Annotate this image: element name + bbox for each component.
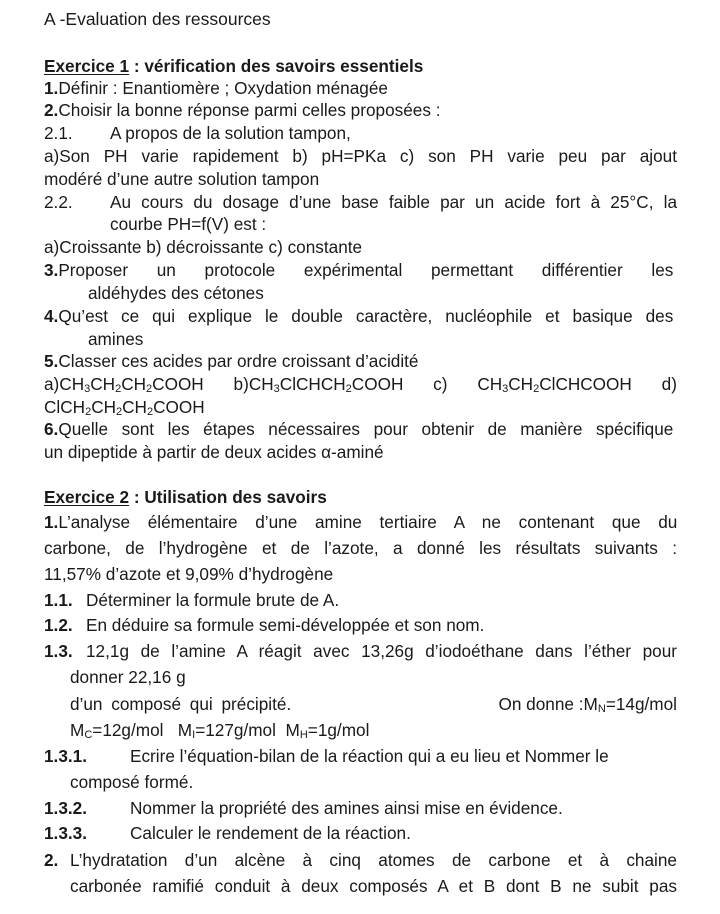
ex1-q3-line2: aldéhydes des cétones: [88, 283, 264, 303]
ex1-q4-line2: amines: [88, 329, 144, 349]
ex1-q5-acids-line1: [44, 373, 677, 395]
ex2-q2-line2: carbonée ramifié conduit à deux composés A et B dont B ne subit pas: [70, 876, 677, 896]
ex2-question-1-3-2: [44, 797, 563, 819]
question-text: Quelle sont les étapes nécessaires pour obtenir de manière spécifique: [58, 419, 674, 439]
question-text: Ecrire l’équation-bilan de la réaction qui a eu lieu et Nommer le: [130, 746, 609, 766]
ex2-question-1-3: [44, 640, 677, 662]
ex1-question-1: [44, 77, 388, 99]
ex1-question-2-2: [44, 191, 677, 213]
ex1-q2-2-options: a)Croissante b) décroissante c) constante: [44, 237, 363, 257]
ex1-question-5: [44, 350, 418, 372]
question-number: 2.: [44, 100, 59, 120]
molar-mass-i: $M_I=127g$/mol: [177, 720, 276, 741]
molar-mass-h: $M_H=1g$/mol: [285, 720, 370, 741]
ex1-q2-1-options-line1: a)Son PH varie rapidement b) pH=PKa c) son PH varie peu par ajout: [44, 146, 677, 166]
question-number: 2.1.: [44, 123, 73, 143]
question-number: 4.: [44, 306, 59, 326]
exercise1-heading-label: Exercice 1: [44, 56, 130, 76]
question-text: A propos de la solution tampon,: [110, 123, 351, 143]
question-text: L’analyse élémentaire d’une amine tertiaire A ne contenant que du: [58, 512, 678, 532]
question-text: Nommer la propriété des amines ainsi mise en évidence.: [130, 798, 563, 818]
question-text: Classer ces acides par ordre croissant d’acidité: [58, 351, 419, 371]
acid-d-label: d): [661, 374, 677, 394]
ex2-question-1: [44, 511, 677, 533]
question-text: d’un composé qui précipité.: [70, 694, 292, 714]
question-number: 1.3.3.: [44, 823, 88, 843]
ex1-question-4: [44, 305, 673, 327]
ex2-question-1-3-1: [44, 745, 609, 767]
ex1-q2-2-text-line2: courbe PH=f(V) est :: [110, 214, 267, 234]
question-number: 1.3.2.: [44, 798, 88, 818]
question-text: Proposer un protocole expérimental permettant différentier les: [58, 260, 674, 280]
question-number: 1.: [44, 512, 59, 532]
question-number: 1.3.1.: [44, 746, 88, 766]
ex2-q1-3-line3: [70, 693, 677, 715]
ex1-question-6: [44, 418, 673, 440]
given-molar-mass-n: On donne $:M_N=14g$/mol: [498, 694, 677, 715]
question-number: 1.1.: [44, 590, 73, 610]
acid-b: $b)CH_3ClCHCH_2COOH$: [233, 374, 404, 395]
question-number: 5.: [44, 351, 59, 371]
ex1-question-2: [44, 99, 441, 121]
ex2-q1-line2: carbone, de l’hydrogène et de l’azote, a donné les résultats suivants :: [44, 538, 677, 558]
question-text: Calculer le rendement de la réaction.: [130, 823, 411, 843]
ex2-question-1-1: [44, 589, 339, 611]
question-text: Au cours du dosage d’une base faible par un acide fort à 25°C, la: [110, 192, 677, 212]
question-number: 1.2.: [44, 615, 73, 635]
molar-mass-c: $M_C=12g$/mol: [70, 720, 164, 741]
question-number: 2.2.: [44, 192, 73, 212]
ex2-question-2: [44, 849, 677, 871]
question-number: 6.: [44, 419, 59, 439]
exercise2-heading-subtitle: : Utilisation des savoirs: [129, 487, 327, 507]
question-number: 2.: [44, 850, 59, 870]
question-text: Définir : Enantiomère ; Oxydation ménagée: [58, 78, 388, 98]
exercise1-heading: [44, 55, 423, 77]
ex1-question-2-1: [44, 122, 351, 144]
ex2-question-1-2: [44, 614, 484, 636]
question-text: L’hydratation d’un alcène à cinq atomes de carbone et à chaine: [70, 850, 677, 870]
exercise1-heading-subtitle: : vérification des savoirs essentiels: [129, 56, 424, 76]
exercise2-heading: [44, 486, 327, 508]
ex2-q1-line3: 11,57% d’azote et 9,09% d’hydrogène: [44, 564, 334, 584]
question-text: Déterminer la formule brute de A.: [86, 590, 340, 610]
ex2-q1-3-line2: donner 22,16 g: [70, 667, 186, 687]
ex2-question-1-3-3: [44, 822, 411, 844]
question-number: 3.: [44, 260, 59, 280]
ex2-q1-3-molar-masses: [70, 719, 369, 741]
ex2-q1-3-1-line2: composé formé.: [70, 772, 194, 792]
question-number: 1.3.: [44, 641, 73, 661]
acid-d: $ClCH_2CH_2CH_2COOH$: [44, 397, 205, 418]
question-text: 12,1g de l’amine A réagit avec 13,26g d’iodoéthane dans l’éther pour: [86, 641, 677, 661]
acid-c-label: c): [433, 374, 448, 394]
acid-a: $a)CH_3CH_2CH_2COOH$: [44, 374, 204, 395]
acid-c: $CH_3CH_2ClCHCOOH$: [477, 374, 632, 395]
section-title: A -Evaluation des ressources: [44, 9, 271, 29]
ex1-q2-1-options-line2: modéré d’une autre solution tampon: [44, 169, 320, 189]
question-text: Qu’est ce qui explique le double caractère, nucléophile et basique des: [58, 306, 674, 326]
question-text: Choisir la bonne réponse parmi celles proposées :: [58, 100, 441, 120]
exercise2-heading-label: Exercice 2: [44, 487, 130, 507]
ex1-q6-line2: un dipeptide à partir de deux acides α-aminé: [44, 442, 384, 462]
question-text: En déduire sa formule semi-développée et son nom.: [86, 615, 485, 635]
ex1-question-3: [44, 259, 673, 281]
question-number: 1.: [44, 78, 59, 98]
